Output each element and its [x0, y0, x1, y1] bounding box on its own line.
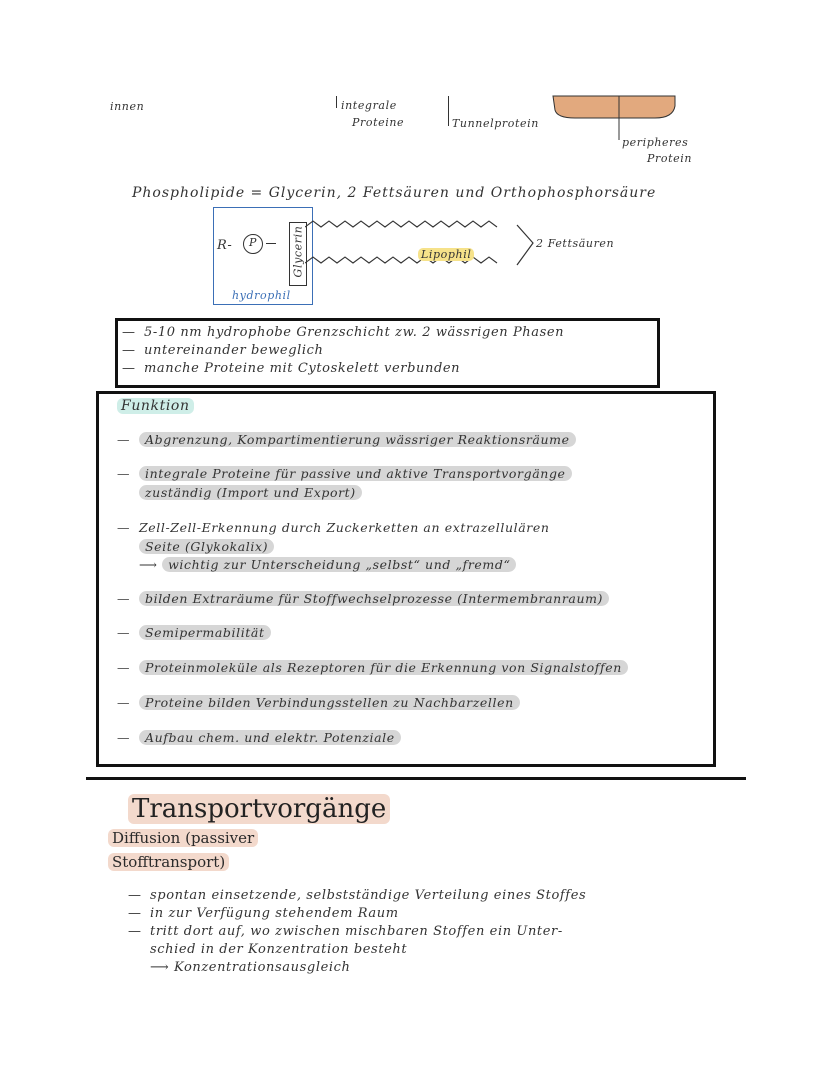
properties-box: [115, 318, 660, 388]
label-proteine: Proteine: [352, 116, 405, 129]
diffusion-sub-1: Diffusion (passiver: [108, 829, 258, 847]
transport-line-2: — in zur Verfügung stehendem Raum: [128, 906, 399, 921]
label-integrale: integrale: [341, 99, 397, 112]
funktion-item-6: — Proteinmoleküle als Rezeptoren für die Erkennung von Signalstoffen: [117, 660, 628, 675]
label-hydrophil: hydrophil: [232, 289, 291, 302]
label-p: P: [249, 236, 258, 249]
funktion-item-8: — Aufbau chem. und elektr. Potenziale: [117, 730, 401, 745]
label-lipophil: [418, 248, 474, 261]
arrow-icon: ⟶: [150, 960, 170, 975]
funktion-item-2b: zuständig (Import und Export): [139, 485, 362, 500]
funktion-item-3: — Zell-Zell-Erkennung durch Zuckerketten an extrazellulären: [117, 520, 550, 535]
label-r: R-: [217, 238, 233, 253]
funktion-title: Funktion: [117, 398, 194, 414]
funktion-item-3b: Seite (Glykokalix): [139, 539, 274, 554]
funktion-item-1: — Abgrenzung, Kompartimentierung wässriger Reaktionsräume: [117, 432, 576, 447]
section-divider: [86, 777, 746, 780]
tick-line: [336, 96, 337, 108]
transport-line-4: schied in der Konzentration besteht: [150, 942, 408, 957]
label-glycerin: Glycerin: [291, 225, 305, 278]
label-fettsaeuren: 2 Fettsäuren: [536, 237, 615, 250]
diffusion-sub-2: Stofftransport): [108, 853, 229, 871]
funktion-box: [96, 391, 716, 767]
prop-line-2: — untereinander beweglich: [122, 343, 324, 358]
bond-dash: [266, 243, 276, 244]
fatty-acid-chains: [305, 215, 545, 275]
transport-heading: Transportvorgänge: [128, 794, 390, 824]
transport-line-1: — spontan einsetzende, selbstständige Verteilung eines Stoffes: [128, 888, 587, 903]
funktion-item-5: — Semipermabilität: [117, 625, 271, 640]
funktion-item-7: — Proteine bilden Verbindungsstellen zu Nachbarzellen: [117, 695, 520, 710]
lipophil-text: Lipophil: [418, 248, 474, 261]
funktion-item-2: — integrale Proteine für passive und aktive Transportvorgänge: [117, 466, 572, 481]
phospholipid-heading: Phospholipide = Glycerin, 2 Fettsäuren und Orthophosphorsäure: [132, 185, 657, 201]
funktion-item-3c: ⟶ wichtig zur Unterscheidung „selbst“ und „fremd“: [139, 557, 516, 572]
prop-line-1: — 5-10 nm hydrophobe Grenzschicht zw. 2 wässrigen Phasen: [122, 325, 565, 340]
transport-line-3: — tritt dort auf, wo zwischen mischbaren Stoffen ein Unter-: [128, 924, 563, 939]
prop-line-3: — manche Proteine mit Cytoskelett verbunden: [122, 361, 461, 376]
label-tunnelprotein: Tunnelprotein: [452, 117, 539, 130]
label-peripheres: peripheres: [622, 136, 689, 149]
label-innen: innen: [110, 100, 145, 113]
funktion-item-4: — bilden Extraräume für Stoffwechselprozesse (Intermembranraum): [117, 591, 609, 606]
label-protein: Protein: [647, 152, 693, 165]
transport-line-5: ⟶ Konzentrationsausgleich: [150, 960, 351, 975]
tunnel-line: [448, 96, 449, 126]
peripheral-protein-shape: [545, 92, 685, 142]
arrow-icon: ⟶: [139, 557, 158, 572]
